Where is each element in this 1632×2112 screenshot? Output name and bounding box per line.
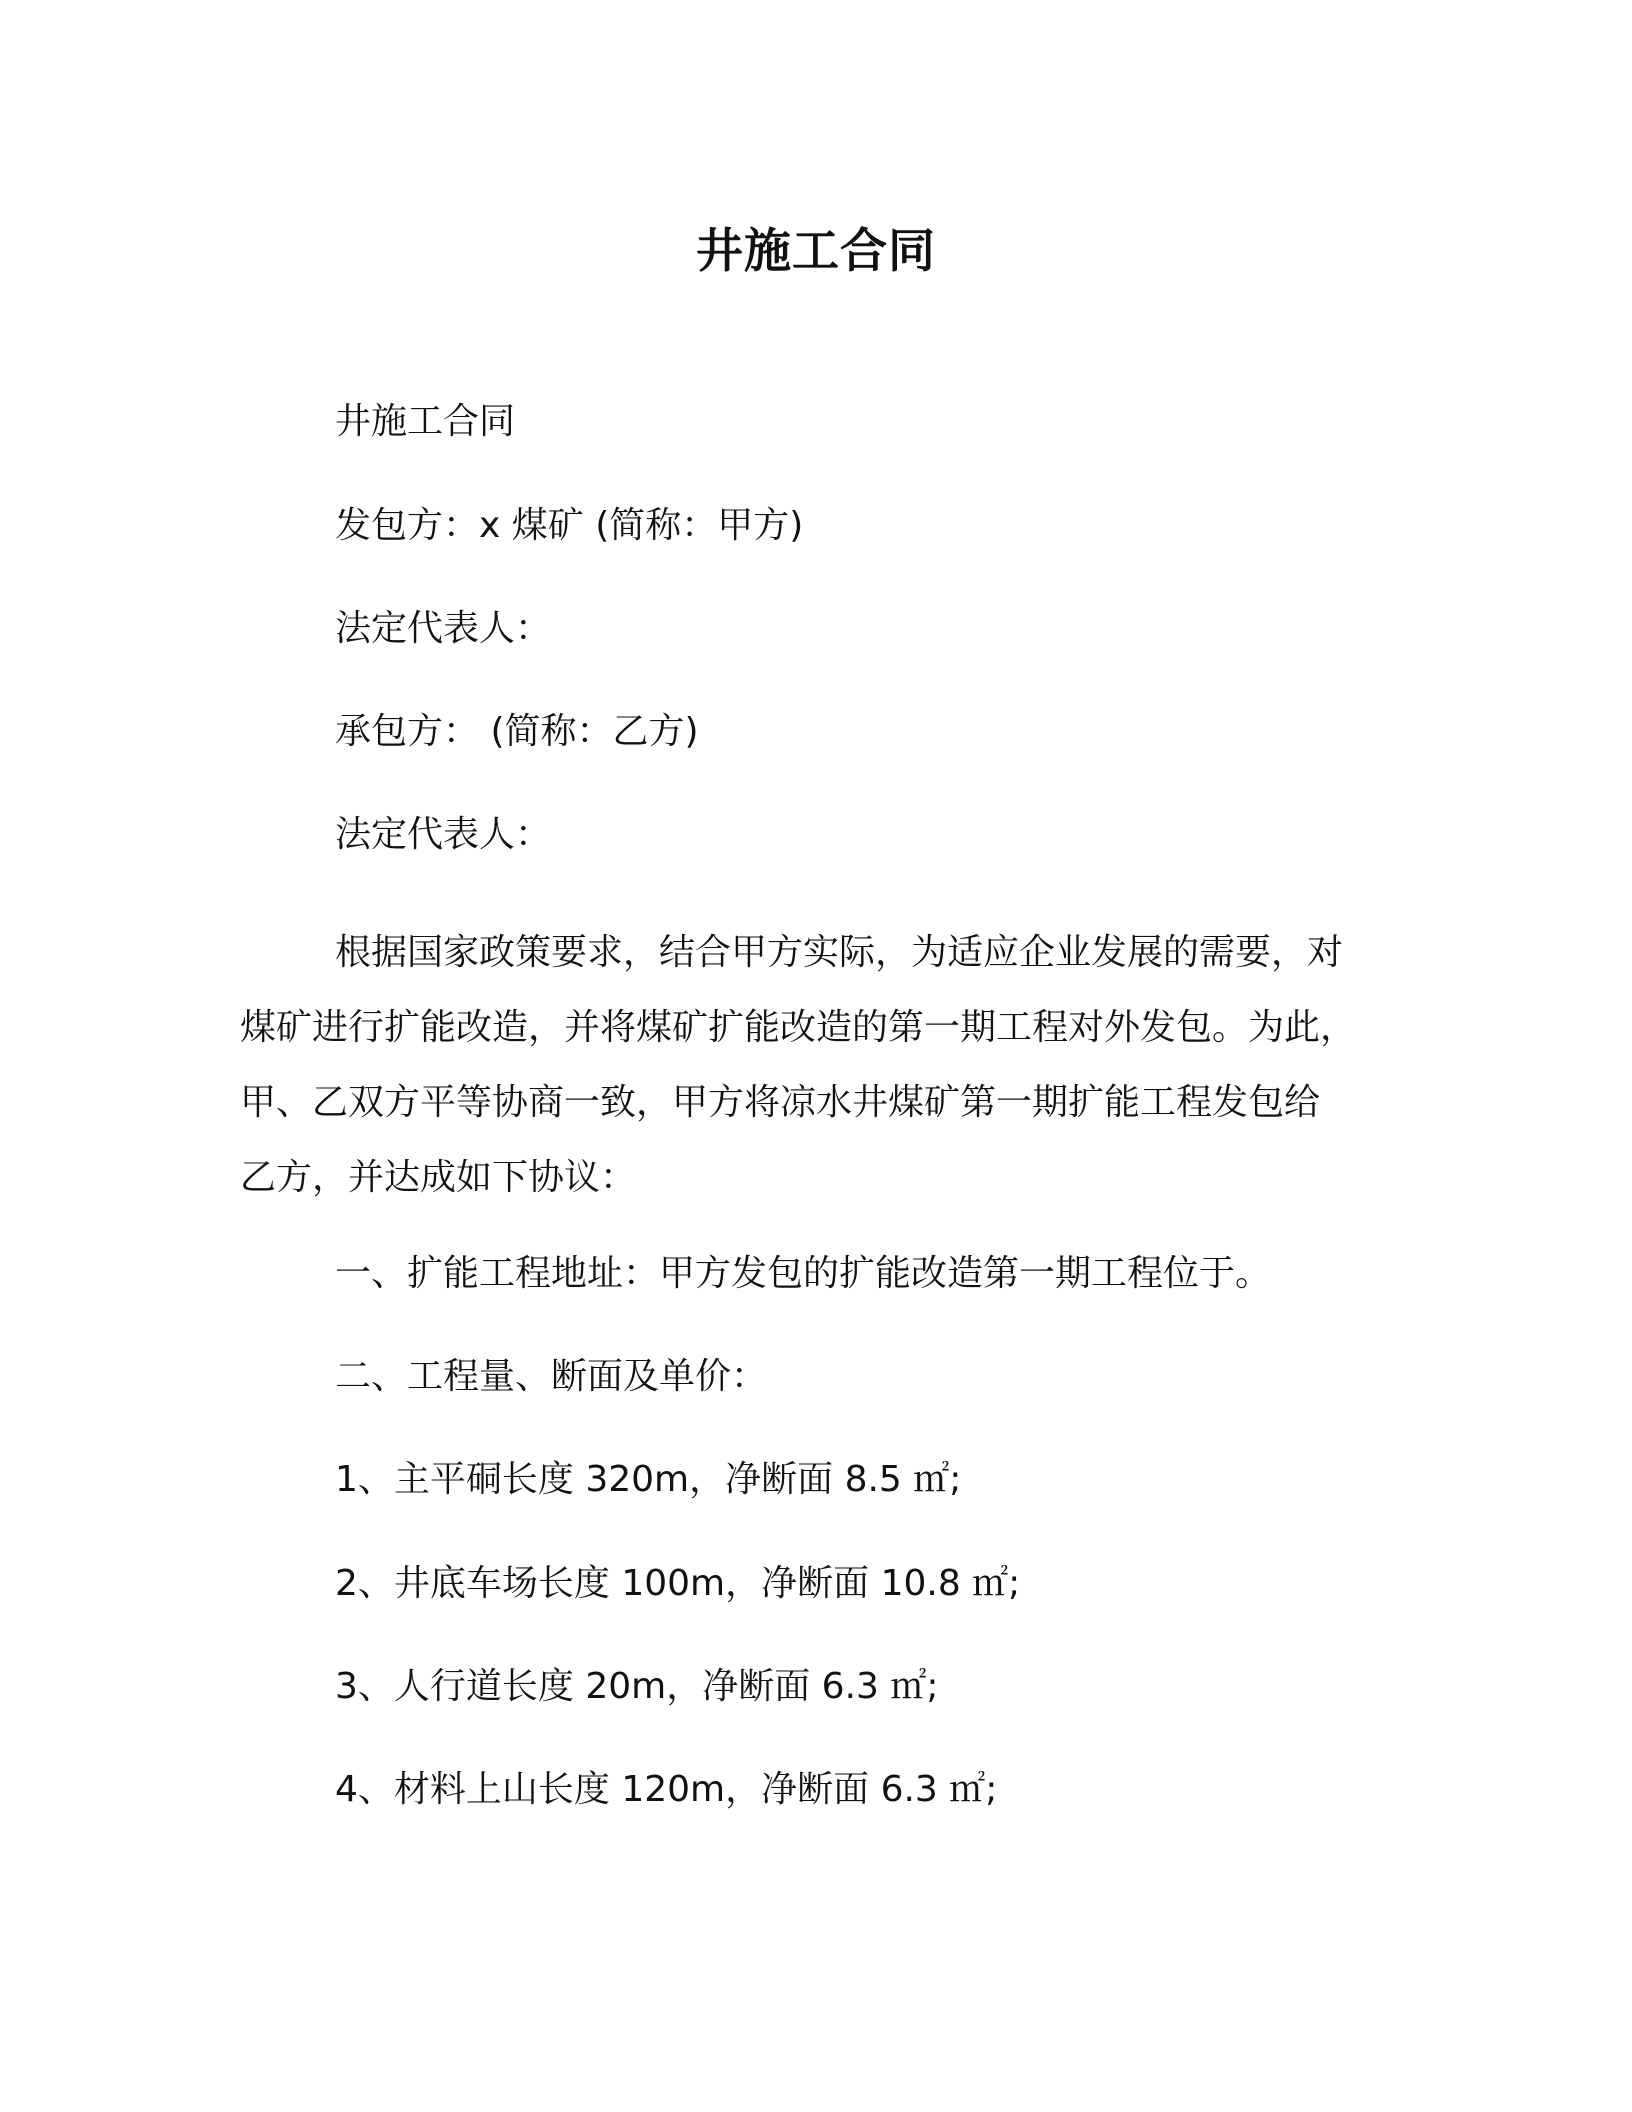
intro-line-4: 乙方，并达成如下协议： bbox=[240, 1157, 637, 1198]
item-walkway: 3、人行道长度 20m，净断面 6.3 ㎡; bbox=[335, 1666, 939, 1707]
clause-2-quantities: 二、工程量、断面及单价： bbox=[335, 1356, 768, 1397]
intro-line-1: 根据国家政策要求，结合甲方实际，为适应企业发展的需要，对 bbox=[335, 932, 1344, 973]
contract-heading: 井施工合同 bbox=[335, 401, 516, 442]
clause-1-address: 一、扩能工程地址：甲方发包的扩能改造第一期工程位于。 bbox=[335, 1253, 1272, 1294]
intro-line-3: 甲、乙双方平等协商一致，甲方将凉水井煤矿第一期扩能工程发包给 bbox=[240, 1082, 1321, 1123]
party-b-line: 承包方： (简称：乙方) bbox=[335, 711, 699, 752]
intro-line-2: 煤矿进行扩能改造，并将煤矿扩能改造的第一期工程对外发包。为此， bbox=[240, 1007, 1357, 1048]
item-material-uphill: 4、材料上山长度 120m，净断面 6.3 ㎡; bbox=[335, 1769, 998, 1810]
intro-paragraph bbox=[240, 915, 1390, 1215]
item-shaft-bottom-yard: 2、井底车场长度 100m，净断面 10.8 ㎡; bbox=[335, 1563, 1021, 1604]
party-a-line: 发包方：x 煤矿 (简称：甲方) bbox=[335, 505, 804, 546]
party-a-representative: 法定代表人： bbox=[335, 608, 552, 649]
item-main-adit: 1、主平硐长度 320m，净断面 8.5 ㎡; bbox=[335, 1459, 962, 1500]
document-title: 井施工合同 bbox=[696, 224, 936, 279]
party-b-representative: 法定代表人： bbox=[335, 814, 552, 855]
